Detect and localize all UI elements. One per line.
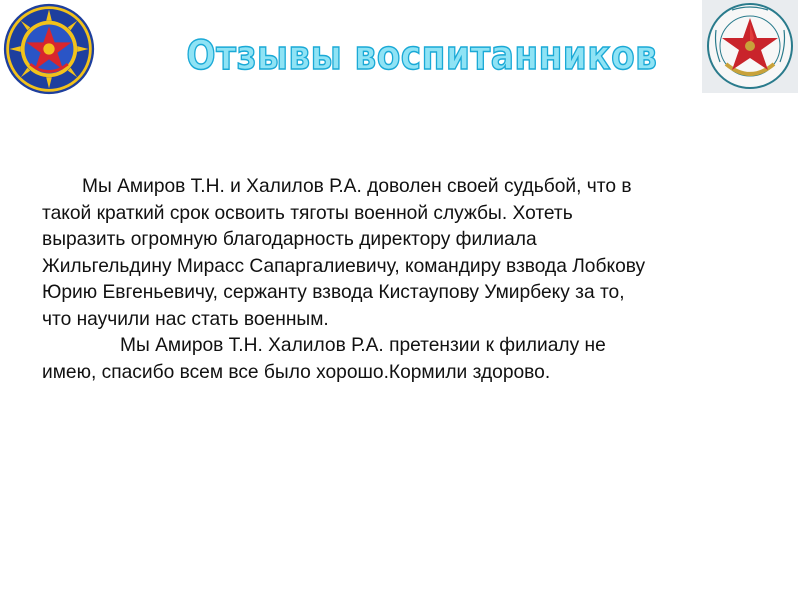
red-star-wreath-emblem-icon bbox=[702, 0, 798, 93]
text-line: Мы Амиров Т.Н. и Халилов Р.А. доволен своей судьбой, что в bbox=[82, 176, 632, 197]
testimonial-paragraph-2 bbox=[42, 333, 772, 386]
kazakh-military-emblem-icon bbox=[2, 2, 96, 96]
text-line: Жильгельдину Мирасс Сапаргалиевичу, командиру взвода Лобкову bbox=[42, 255, 646, 277]
text-line: выразить огромную благодарность директору филиала bbox=[42, 229, 537, 250]
text-line: такой краткий срок освоить тяготы военной службы. Хотеть bbox=[42, 202, 573, 224]
text-line: имею, спасибо всем все было хорошо.Кормили здорово. bbox=[42, 361, 551, 383]
testimonial-text bbox=[42, 174, 772, 386]
text-line: что научили нас стать военным. bbox=[42, 308, 329, 330]
text-line: Юрию Евгеньевичу, сержанту взвода Кистаупову Умирбеку за то, bbox=[42, 282, 625, 303]
text-line: Мы Амиров Т.Н. Халилов Р.А. претензии к филиалу не bbox=[120, 335, 606, 356]
page-title: Отзывы воспитанников bbox=[186, 33, 658, 79]
testimonial-paragraph-1 bbox=[42, 174, 772, 333]
